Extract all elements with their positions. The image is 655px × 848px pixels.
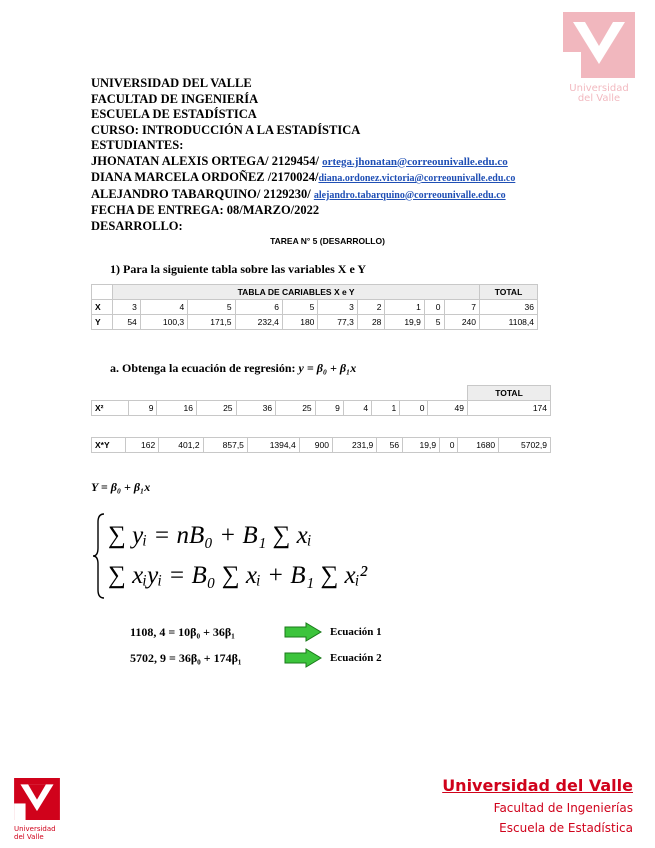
table-cell: 240 <box>444 315 479 330</box>
student-email-link[interactable]: diana.ordonez.victoria@correounivalle.edu.co <box>318 173 516 184</box>
question-a-text: a. Obtenga la ecuación de regresión: <box>110 361 299 375</box>
univalle-logo-icon <box>14 778 60 820</box>
table-title: TABLA DE CARIABLES X e Y <box>113 285 480 300</box>
table-cell: 19,9 <box>385 315 424 330</box>
question-1: 1) Para la siguiente tabla sobre las variables X e Y <box>110 262 366 276</box>
table-blank-header <box>92 386 468 401</box>
document-header <box>91 76 515 234</box>
table-cell: 7 <box>444 300 479 315</box>
header-line: ESCUELA DE ESTADÍSTICA <box>91 107 257 121</box>
table-cell: 5 <box>188 300 235 315</box>
row-label: X² <box>92 401 129 416</box>
table-cell: 180 <box>282 315 317 330</box>
total-cell: 174 <box>467 401 550 416</box>
table-cell: 77,3 <box>318 315 357 330</box>
arrow-right-icon <box>284 648 322 668</box>
table-cell: 9 <box>315 401 343 416</box>
table-cell: 857,5 <box>203 438 247 453</box>
equation-label: Ecuación 2 <box>330 652 382 664</box>
table-cell: 0 <box>400 401 428 416</box>
table-cell: 1680 <box>458 438 499 453</box>
total-header: TOTAL <box>467 386 550 401</box>
table-cell: 900 <box>299 438 332 453</box>
table-cell: 9 <box>129 401 157 416</box>
system-equation-1: ∑ yᵢ = nB₀ + B₁ ∑ xᵢ <box>108 522 312 549</box>
equation-label: Ecuación 1 <box>330 626 382 638</box>
table-row <box>92 285 538 300</box>
table-cell: 28 <box>357 315 385 330</box>
header-line: ESTUDIANTES: <box>91 138 184 152</box>
table-cell: 1 <box>385 300 424 315</box>
table-row <box>92 300 538 315</box>
table-cell: 5 <box>424 315 444 330</box>
header-line: CURSO: INTRODUCCIÓN A LA ESTADÍSTICA <box>91 122 361 137</box>
student-email-link[interactable]: alejandro.tabarquino@correounivalle.edu.co <box>313 189 506 201</box>
table-row <box>92 438 551 453</box>
row-label: Y <box>92 315 113 330</box>
logo-text-line1: Universidad <box>569 83 629 94</box>
student-name: JHONATAN ALEXIS ORTEGA/ 2129454/ <box>91 153 323 168</box>
table-cell: 19,9 <box>403 438 440 453</box>
table-cell: 25 <box>196 401 236 416</box>
table-cell: 3 <box>318 300 357 315</box>
table-row <box>92 386 551 401</box>
normal-equations-system <box>92 512 367 600</box>
table-row <box>92 315 538 330</box>
question-a <box>110 361 356 376</box>
table-corner <box>92 285 113 300</box>
table-cell: 56 <box>377 438 403 453</box>
table-cell: 6 <box>235 300 282 315</box>
section-title: DESARROLLO: <box>91 218 183 233</box>
left-brace-icon <box>92 512 106 600</box>
total-cell: 36 <box>480 300 538 315</box>
student-name: DIANA MARCELA ORDOÑEZ /2170024/ <box>91 170 319 184</box>
table-cell: 16 <box>157 401 197 416</box>
x-times-y-table <box>91 437 551 453</box>
univalle-logo-icon <box>563 12 635 78</box>
table-cell: 36 <box>236 401 276 416</box>
table-cell: 49 <box>428 401 468 416</box>
header-line: FACULTAD DE INGENIERÍA <box>91 91 259 106</box>
total-cell: 5702,9 <box>499 438 551 453</box>
univalle-logo-footer <box>14 778 64 841</box>
system-lines <box>108 516 367 596</box>
student-line <box>91 170 515 187</box>
student-name: ALEJANDRO TABARQUINO/ 2129230/ <box>91 186 314 201</box>
table-cell: 5 <box>282 300 317 315</box>
table-cell: 1394,4 <box>247 438 299 453</box>
student-line <box>91 187 515 204</box>
table-cell: 4 <box>140 300 187 315</box>
footer-faculty: Facultad de Ingenierías <box>493 801 633 815</box>
table-cell: 0 <box>440 438 458 453</box>
logo-text-line1: Universidad <box>14 825 56 833</box>
equation-text: 5702, 9 = 36β₀ + 174β₁ <box>130 650 242 665</box>
table-cell: 1 <box>372 401 400 416</box>
univalle-logo-watermark <box>563 12 635 107</box>
regression-formula: y = β₀ + β₁x <box>298 361 357 375</box>
footer-university: Universidad del Valle <box>442 776 633 795</box>
task-title: TAREA N° 5 (DESARROLLO) <box>270 236 385 246</box>
total-cell: 1108,4 <box>480 315 538 330</box>
logo-text-line2: del Valle <box>14 833 44 841</box>
table-cell: 231,9 <box>332 438 376 453</box>
system-equation-2: ∑ xᵢyᵢ = B₀ ∑ xᵢ + B₁ ∑ xᵢ² <box>108 562 368 589</box>
table-cell: 0 <box>424 300 444 315</box>
arrow-right-icon <box>284 622 322 642</box>
row-label: X*Y <box>92 438 126 453</box>
table-cell: 3 <box>113 300 141 315</box>
page-footer <box>442 776 633 835</box>
x-squared-table <box>91 385 551 416</box>
equation-text: 1108, 4 = 10β₀ + 36β₁ <box>130 624 235 639</box>
student-email-link[interactable]: ortega.jhonatan@correounivalle.edu.co <box>322 155 508 168</box>
table-row <box>92 401 551 416</box>
table-cell: 4 <box>343 401 371 416</box>
total-header: TOTAL <box>480 285 538 300</box>
equation-row-2 <box>130 648 382 668</box>
equation-row-1 <box>130 622 382 642</box>
footer-school: Escuela de Estadística <box>499 821 633 835</box>
table-cell: 54 <box>113 315 141 330</box>
table-cell: 232,4 <box>235 315 282 330</box>
table-cell: 162 <box>125 438 158 453</box>
regression-equation: Y = β₀ + β₁x <box>91 480 151 494</box>
logo-text-line2: del Valle <box>577 93 621 104</box>
table-cell: 100,3 <box>140 315 187 330</box>
header-line: UNIVERSIDAD DEL VALLE <box>91 76 252 90</box>
table-cell: 2 <box>357 300 385 315</box>
variables-table <box>91 284 538 330</box>
table-cell: 171,5 <box>188 315 235 330</box>
table-cell: 401,2 <box>159 438 203 453</box>
delivery-date: FECHA DE ENTREGA: 08/MARZO/2022 <box>91 203 320 217</box>
table-cell: 25 <box>276 401 316 416</box>
row-label: X <box>92 300 113 315</box>
student-line <box>91 154 515 171</box>
